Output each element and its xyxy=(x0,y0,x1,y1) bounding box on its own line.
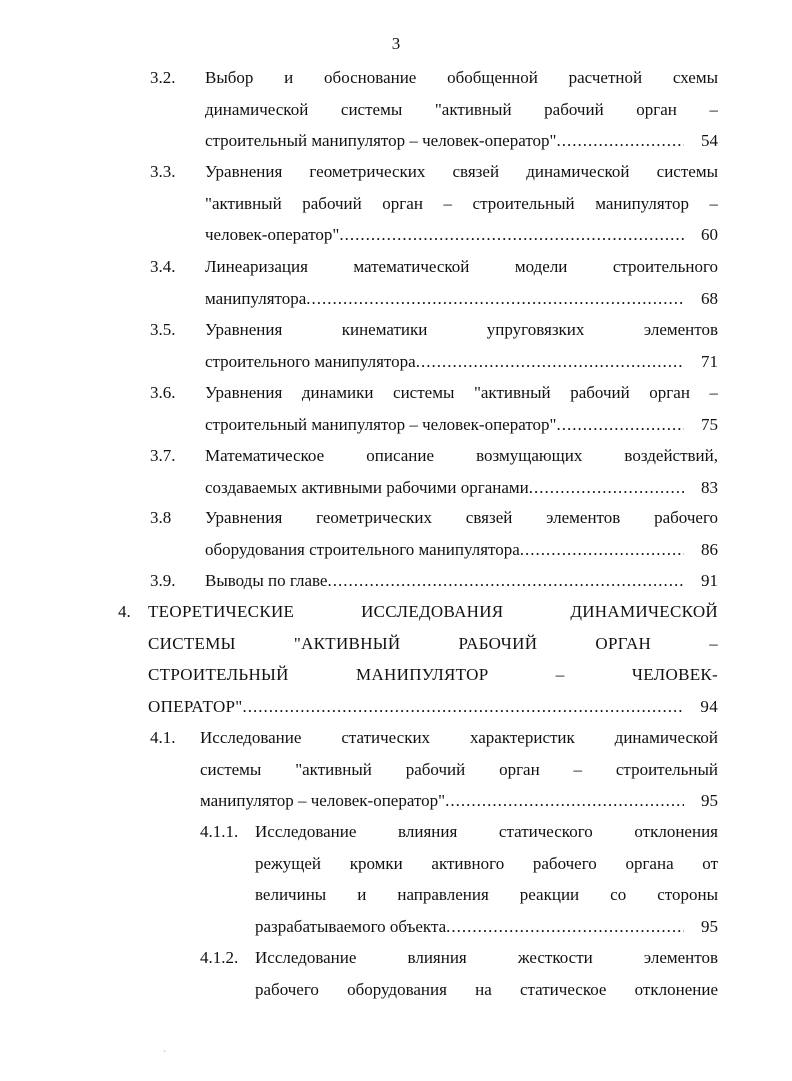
toc-title-line: Уравнения геометрических связей динамической системы xyxy=(205,162,718,181)
toc-leader-dots xyxy=(529,472,684,504)
toc-title-line xyxy=(205,472,718,504)
toc-page-number: 95 xyxy=(701,791,718,810)
toc-title-line xyxy=(205,409,718,441)
toc-title-line: Линеаризация математической модели строительного xyxy=(205,257,718,276)
toc-title-line: Исследование влияния жесткости элементов xyxy=(255,948,718,967)
toc-title-line: ТЕОРЕТИЧЕСКИЕ ИССЛЕДОВАНИЯ ДИНАМИЧЕСКОЙ xyxy=(148,602,718,621)
toc-page-number: 54 xyxy=(701,131,718,150)
toc-entry-number: 4.1. xyxy=(150,728,176,747)
toc-title-text: манипулятор – человек-оператор" xyxy=(200,791,446,810)
toc-entry-number: 3.4. xyxy=(150,257,176,276)
toc-leader-dots xyxy=(416,346,684,378)
toc-leader-dots xyxy=(446,911,684,943)
toc-title-line: Уравнения геометрических связей элементов рабочего xyxy=(205,508,718,527)
toc-entry-number: 4.1.2. xyxy=(200,948,239,967)
toc-title-line: Уравнения кинематики упруговязких элементов xyxy=(205,320,718,339)
toc-entry-number: 3.2. xyxy=(150,68,176,87)
toc-entry-title xyxy=(205,565,718,597)
toc-entry-number: 3.7. xyxy=(150,446,176,465)
toc-title-text: оборудования строительного манипулятора xyxy=(205,539,520,559)
toc-title-text: создаваемых активными рабочими органами xyxy=(205,477,529,497)
toc-entry-title xyxy=(205,62,718,157)
toc-title-line: СТРОИТЕЛЬНЫЙ МАНИПУЛЯТОР – ЧЕЛОВЕК- xyxy=(148,665,718,684)
toc-entry-number: 3.3. xyxy=(150,162,176,181)
toc-title-line: Исследование влияния статического отклонения xyxy=(255,822,718,841)
toc-leader-dots xyxy=(339,219,684,251)
toc-title-text: строительный манипулятор – человек-оператор" xyxy=(205,131,557,150)
toc-page-number: 83 xyxy=(701,477,718,497)
toc-title-line xyxy=(205,565,718,597)
toc-title-line: СИСТЕМЫ "АКТИВНЫЙ РАБОЧИЙ ОРГАН – xyxy=(148,633,718,653)
toc-page-number: 71 xyxy=(701,351,718,371)
toc-leader-dots xyxy=(243,691,684,723)
toc-title-line: системы "активный рабочий орган – строительный xyxy=(200,759,718,779)
toc-leader-dots xyxy=(327,565,684,597)
toc-title-text: строительный манипулятор – человек-оператор" xyxy=(205,414,557,434)
toc-entry-title xyxy=(200,722,718,817)
toc-page-number: 86 xyxy=(701,539,718,559)
toc-title-text: ОПЕРАТОР" xyxy=(148,696,243,716)
toc-title-line xyxy=(255,911,718,943)
toc-title-line: Исследование статических характеристик динамической xyxy=(200,728,718,747)
toc-entry-number: 3.8 xyxy=(150,508,172,527)
toc-entry-number: 4.1.1. xyxy=(200,822,239,841)
toc-title-text: человек-оператор" xyxy=(205,225,340,244)
toc-entry-title xyxy=(205,502,718,565)
toc-entry-title xyxy=(255,942,718,1005)
toc-title-line xyxy=(205,125,718,157)
toc-page-number: 94 xyxy=(700,696,718,716)
toc-title-line xyxy=(148,691,718,723)
page-number: 3 xyxy=(391,34,401,53)
toc-entry-title xyxy=(205,314,718,377)
scan-speck: ` xyxy=(163,1050,167,1061)
toc-entry-number: 3.5. xyxy=(150,320,176,339)
toc-title-line: Выбор и обоснование обобщенной расчетной схемы xyxy=(205,68,718,87)
toc-leader-dots xyxy=(306,283,684,315)
toc-title-text: разрабатываемого объекта xyxy=(255,916,447,936)
toc-title-line xyxy=(200,785,718,817)
toc-entry-title xyxy=(205,156,718,251)
toc-title-line xyxy=(205,346,718,378)
toc-leader-dots xyxy=(556,409,684,441)
toc-page-number: 75 xyxy=(701,414,718,434)
toc-title-text: манипулятора xyxy=(205,288,307,308)
toc-entry-title xyxy=(205,251,718,314)
toc-title-line: "активный рабочий орган – строительный манипулятор – xyxy=(205,193,718,213)
toc-title-line xyxy=(205,283,718,315)
toc-entry-number: 3.9. xyxy=(150,571,176,590)
toc-leader-dots xyxy=(556,125,684,157)
toc-title-text: Выводы по главе xyxy=(205,571,328,590)
toc-title-line xyxy=(205,534,718,566)
toc-entry-number: 4. xyxy=(118,602,131,621)
toc-page-number: 68 xyxy=(701,288,718,308)
toc-title-line: динамической системы "активный рабочий орган – xyxy=(205,99,718,119)
toc-entry-title xyxy=(205,440,718,503)
toc-page-number: 60 xyxy=(701,225,718,244)
toc-page-number: 91 xyxy=(701,571,718,590)
toc-title-line: режущей кромки активного рабочего органа от xyxy=(255,853,718,873)
toc-entry-number: 3.6. xyxy=(150,383,176,402)
toc-title-line: Уравнения динамики системы "активный рабочий орган – xyxy=(205,383,718,402)
toc-page-number: 95 xyxy=(701,916,718,936)
toc-title-line xyxy=(205,219,718,251)
toc-entry-title xyxy=(255,816,718,942)
toc-entry-title xyxy=(148,596,718,722)
toc-title-line: рабочего оборудования на статическое отклонение xyxy=(255,979,718,999)
toc-leader-dots xyxy=(445,785,684,817)
toc-entry-title xyxy=(205,377,718,440)
toc-leader-dots xyxy=(520,534,684,566)
toc-title-line: величины и направления реакции со стороны xyxy=(255,885,718,904)
toc-title-line: Математическое описание возмущающих воздействий, xyxy=(205,446,718,465)
toc-title-text: строительного манипулятора xyxy=(205,351,416,371)
